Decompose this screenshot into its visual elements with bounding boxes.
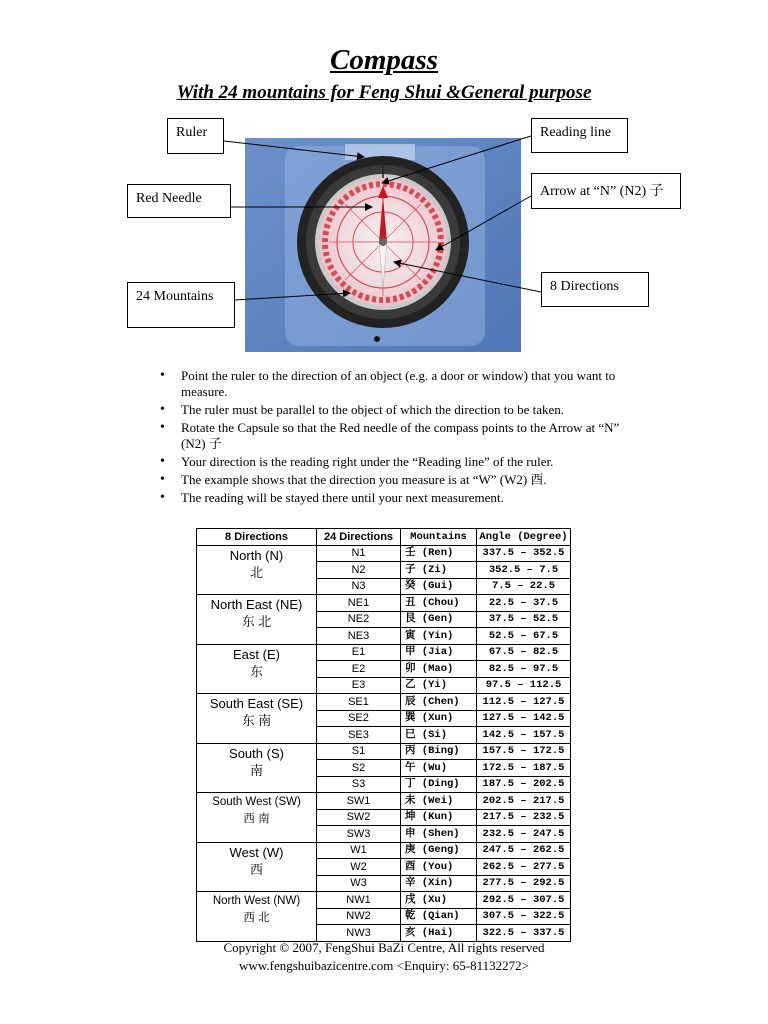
direction-code-cell: E1	[317, 644, 401, 661]
angle-cell: 22.5 – 37.5	[477, 595, 571, 612]
mountain-cell: 乾 (Qian)	[401, 908, 477, 925]
direction-group-cell	[197, 644, 317, 694]
direction-chinese: 北	[249, 564, 263, 580]
angle-cell: 127.5 – 142.5	[477, 710, 571, 727]
direction-code-cell: NW3	[317, 925, 401, 942]
angle-cell: 217.5 – 232.5	[477, 809, 571, 826]
direction-chinese: 东 北	[241, 614, 272, 629]
mountain-cell: 丁 (Ding)	[401, 776, 477, 793]
direction-group-cell	[197, 743, 317, 793]
mountain-cell: 乙 (Yi)	[401, 677, 477, 694]
mountain-cell: 未 (Wei)	[401, 793, 477, 810]
mountain-cell: 庚 (Geng)	[401, 842, 477, 859]
mountain-cell: 辰 (Chen)	[401, 694, 477, 711]
table-header-row	[197, 529, 571, 546]
direction-chinese: 西 南	[243, 813, 270, 825]
direction-code-cell: SE3	[317, 727, 401, 744]
table-row	[197, 545, 571, 562]
callout-arrow-n	[531, 173, 681, 209]
header-mountains: Mountains	[401, 529, 477, 546]
direction-code-cell: E2	[317, 661, 401, 678]
table-row	[197, 694, 571, 711]
compass-photo	[245, 138, 521, 352]
angle-cell: 52.5 – 67.5	[477, 628, 571, 645]
direction-code-cell: S1	[317, 743, 401, 760]
mountain-cell: 申 (Shen)	[401, 826, 477, 843]
table-row	[197, 644, 571, 661]
direction-code-cell: W1	[317, 842, 401, 859]
direction-chinese: 西 北	[243, 912, 270, 924]
direction-chinese: 南	[249, 762, 263, 778]
mountain-cell: 艮 (Gen)	[401, 611, 477, 628]
footer-contact: www.fengshuibazicentre.com <Enquiry: 65-81132272>	[239, 958, 529, 973]
mountain-cell: 壬 (Ren)	[401, 545, 477, 562]
table-row	[197, 842, 571, 859]
direction-code-cell: N2	[317, 562, 401, 579]
callout-ruler	[167, 118, 224, 154]
direction-group-cell	[197, 694, 317, 744]
instruction-item: • The reading will be stayed there until your next measurement.	[160, 490, 630, 506]
angle-cell: 307.5 – 322.5	[477, 908, 571, 925]
direction-chinese: 东 南	[241, 713, 272, 728]
direction-code-cell: SE1	[317, 694, 401, 711]
mountain-cell: 辛 (Xin)	[401, 875, 477, 892]
angle-cell: 67.5 – 82.5	[477, 644, 571, 661]
direction-code-cell: NE1	[317, 595, 401, 612]
instruction-item: • The example shows that the direction you measure is at “W” (W2) 酉.	[160, 472, 630, 488]
direction-code-cell: W2	[317, 859, 401, 876]
direction-name: South (S)	[229, 745, 284, 761]
callout-8-directions-label: 8 Directions	[550, 279, 619, 294]
angle-cell: 172.5 – 187.5	[477, 760, 571, 777]
mountain-cell: 巳 (Si)	[401, 727, 477, 744]
mountain-cell: 甲 (Jia)	[401, 644, 477, 661]
header-angle: Angle (Degree)	[477, 529, 571, 546]
direction-group-cell	[197, 793, 317, 843]
instruction-item: • Point the ruler to the direction of an object (e.g. a door or window) that you want to measure.	[160, 368, 630, 400]
mountain-cell: 丑 (Chou)	[401, 595, 477, 612]
mountain-cell: 戌 (Xu)	[401, 892, 477, 909]
callout-ruler-label: Ruler	[176, 125, 208, 140]
direction-group-cell	[197, 842, 317, 892]
instruction-item: • Your direction is the reading right under the “Reading line” of the ruler.	[160, 454, 630, 470]
direction-group-cell	[197, 892, 317, 942]
angle-cell: 112.5 – 127.5	[477, 694, 571, 711]
compass-illustration	[245, 138, 521, 352]
direction-code-cell: N3	[317, 578, 401, 595]
mountain-cell: 酉 (You)	[401, 859, 477, 876]
direction-chinese: 东	[249, 663, 263, 679]
angle-cell: 262.5 – 277.5	[477, 859, 571, 876]
direction-code-cell: SW1	[317, 793, 401, 810]
mountain-cell: 坤 (Kun)	[401, 809, 477, 826]
instruction-list	[160, 368, 630, 508]
angle-cell: 157.5 – 172.5	[477, 743, 571, 760]
callout-24-mountains-label: 24 Mountains	[136, 289, 214, 304]
ruler-pin	[374, 336, 380, 342]
angle-cell: 7.5 – 22.5	[477, 578, 571, 595]
angle-cell: 322.5 – 337.5	[477, 925, 571, 942]
angle-cell: 142.5 – 157.5	[477, 727, 571, 744]
callout-24-mountains	[127, 282, 235, 328]
mountain-cell: 午 (Wu)	[401, 760, 477, 777]
angle-cell: 97.5 – 112.5	[477, 677, 571, 694]
table-row	[197, 595, 571, 612]
direction-code-cell: NW1	[317, 892, 401, 909]
angle-cell: 187.5 – 202.5	[477, 776, 571, 793]
direction-group-cell	[197, 545, 317, 595]
angle-cell: 202.5 – 217.5	[477, 793, 571, 810]
direction-code-cell: NE3	[317, 628, 401, 645]
table-row	[197, 892, 571, 909]
mountain-cell: 亥 (Hai)	[401, 925, 477, 942]
direction-code-cell: NE2	[317, 611, 401, 628]
direction-code-cell: NW2	[317, 908, 401, 925]
mountain-cell: 巽 (Xun)	[401, 710, 477, 727]
direction-name: South West (SW)	[212, 796, 301, 808]
mountain-cell: 寅 (Yin)	[401, 628, 477, 645]
callout-red-needle	[127, 184, 231, 218]
page-title: Compass	[330, 44, 438, 76]
direction-code-cell: SE2	[317, 710, 401, 727]
angle-cell: 277.5 – 292.5	[477, 875, 571, 892]
mountain-cell: 癸 (Gui)	[401, 578, 477, 595]
header-24-directions: 24 Directions	[317, 529, 401, 546]
needle-pivot	[379, 238, 387, 246]
direction-code-cell: W3	[317, 875, 401, 892]
direction-name: South East (SE)	[209, 696, 304, 711]
direction-code-cell: SW2	[317, 809, 401, 826]
direction-name: North West (NW)	[212, 895, 301, 907]
callout-arrow-n-label: Arrow at “N” (N2) 子	[540, 184, 664, 199]
callout-reading-line	[531, 118, 628, 153]
table-row	[197, 793, 571, 810]
direction-code-cell: S3	[317, 776, 401, 793]
mountain-cell: 丙 (Bing)	[401, 743, 477, 760]
angle-cell: 82.5 – 97.5	[477, 661, 571, 678]
header-8-directions: 8 Directions	[197, 529, 317, 546]
direction-name: North (N)	[229, 547, 284, 563]
angle-cell: 352.5 – 7.5	[477, 562, 571, 579]
angle-cell: 247.5 – 262.5	[477, 842, 571, 859]
instruction-item: • Rotate the Capsule so that the Red needle of the compass points to the Arrow at “N” (N2) 子	[160, 420, 630, 452]
angle-cell: 37.5 – 52.5	[477, 611, 571, 628]
direction-chinese: 西	[249, 861, 263, 877]
direction-code-cell: S2	[317, 760, 401, 777]
direction-name: East (E)	[233, 646, 280, 662]
direction-group-cell	[197, 595, 317, 645]
callout-8-directions	[541, 272, 649, 307]
page-subtitle: With 24 mountains for Feng Shui &General purpose	[176, 82, 592, 103]
direction-code-cell: SW3	[317, 826, 401, 843]
angle-cell: 292.5 – 307.5	[477, 892, 571, 909]
mountain-cell: 卯 (Mao)	[401, 661, 477, 678]
mountain-cell: 子 (Zi)	[401, 562, 477, 579]
callout-reading-line-label: Reading line	[540, 125, 612, 140]
angle-cell: 337.5 – 352.5	[477, 545, 571, 562]
direction-code-cell: N1	[317, 545, 401, 562]
instruction-item: • The ruler must be parallel to the object of which the direction to be taken.	[160, 402, 630, 418]
callout-red-needle-label: Red Needle	[136, 191, 202, 206]
directions-table	[196, 528, 571, 942]
table-body	[197, 545, 571, 941]
direction-name: West (W)	[229, 844, 284, 860]
direction-code-cell: E3	[317, 677, 401, 694]
footer-copyright: Copyright © 2007, FengShui BaZi Centre, All rights reserved	[223, 940, 545, 955]
direction-name: North East (NE)	[210, 597, 303, 612]
angle-cell: 232.5 – 247.5	[477, 826, 571, 843]
table-row	[197, 743, 571, 760]
